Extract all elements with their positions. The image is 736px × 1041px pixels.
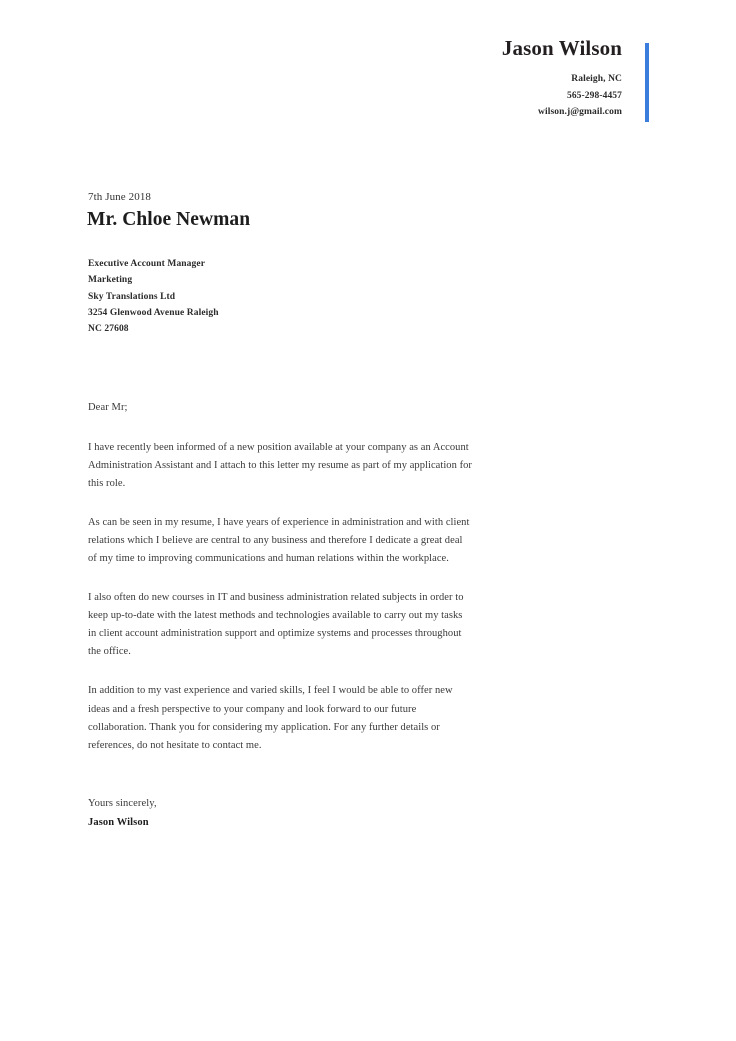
- signature-name: Jason Wilson: [88, 817, 149, 828]
- recipient-address-block: [88, 256, 418, 338]
- address-line-region: NC 27608: [88, 324, 129, 335]
- accent-bar: [645, 43, 649, 122]
- address-line-company: Sky Translations Ltd: [88, 291, 176, 302]
- body-paragraph-2: As can be seen in my resume, I have years of experience in administration and with client relations which I believe are central to any business and therefore I dedicate a great deal of my time to improving communications and human relations within the workplace.: [88, 517, 470, 565]
- address-line-title: Executive Account Manager: [88, 259, 206, 269]
- sender-location: Raleigh, NC: [571, 74, 622, 85]
- body-paragraph-3: I also often do new courses in IT and business administration related subjects in order to keep up-to-date with the latest methods and technologies available to carry out my tasks in client account administration support and optimize systems and processes throughout the office.: [88, 592, 464, 658]
- sender-email: wilson.j@gmail.com: [538, 106, 622, 117]
- address-line-department: Marketing: [88, 275, 133, 286]
- body-paragraph-4: In addition to my vast experience and varied skills, I feel I would be able to offer new ideas and a fresh perspective to your company and look forward to our future collaboration. Thank you for considering my application. For any further details or references, do not hesitate to contact me.: [88, 685, 453, 751]
- letter-body: [88, 399, 472, 755]
- recipient-name: Mr. Chloe Newman: [87, 209, 251, 230]
- letter-date: 7th June 2018: [88, 191, 152, 203]
- sender-phone: 565-298-4457: [566, 90, 622, 101]
- letter-signoff: [88, 795, 388, 831]
- closing-phrase: Yours sincerely,: [88, 798, 157, 809]
- salutation: Dear Mr;: [88, 402, 128, 413]
- body-paragraph-1: I have recently been informed of a new position available at your company as an Account Administration Assistant and I attach to this letter my resume as part of my application for this role.: [88, 442, 472, 490]
- sender-name: Jason Wilson: [501, 36, 622, 60]
- letter-header: [360, 36, 622, 120]
- address-line-street: 3254 Glenwood Avenue Raleigh: [88, 307, 219, 318]
